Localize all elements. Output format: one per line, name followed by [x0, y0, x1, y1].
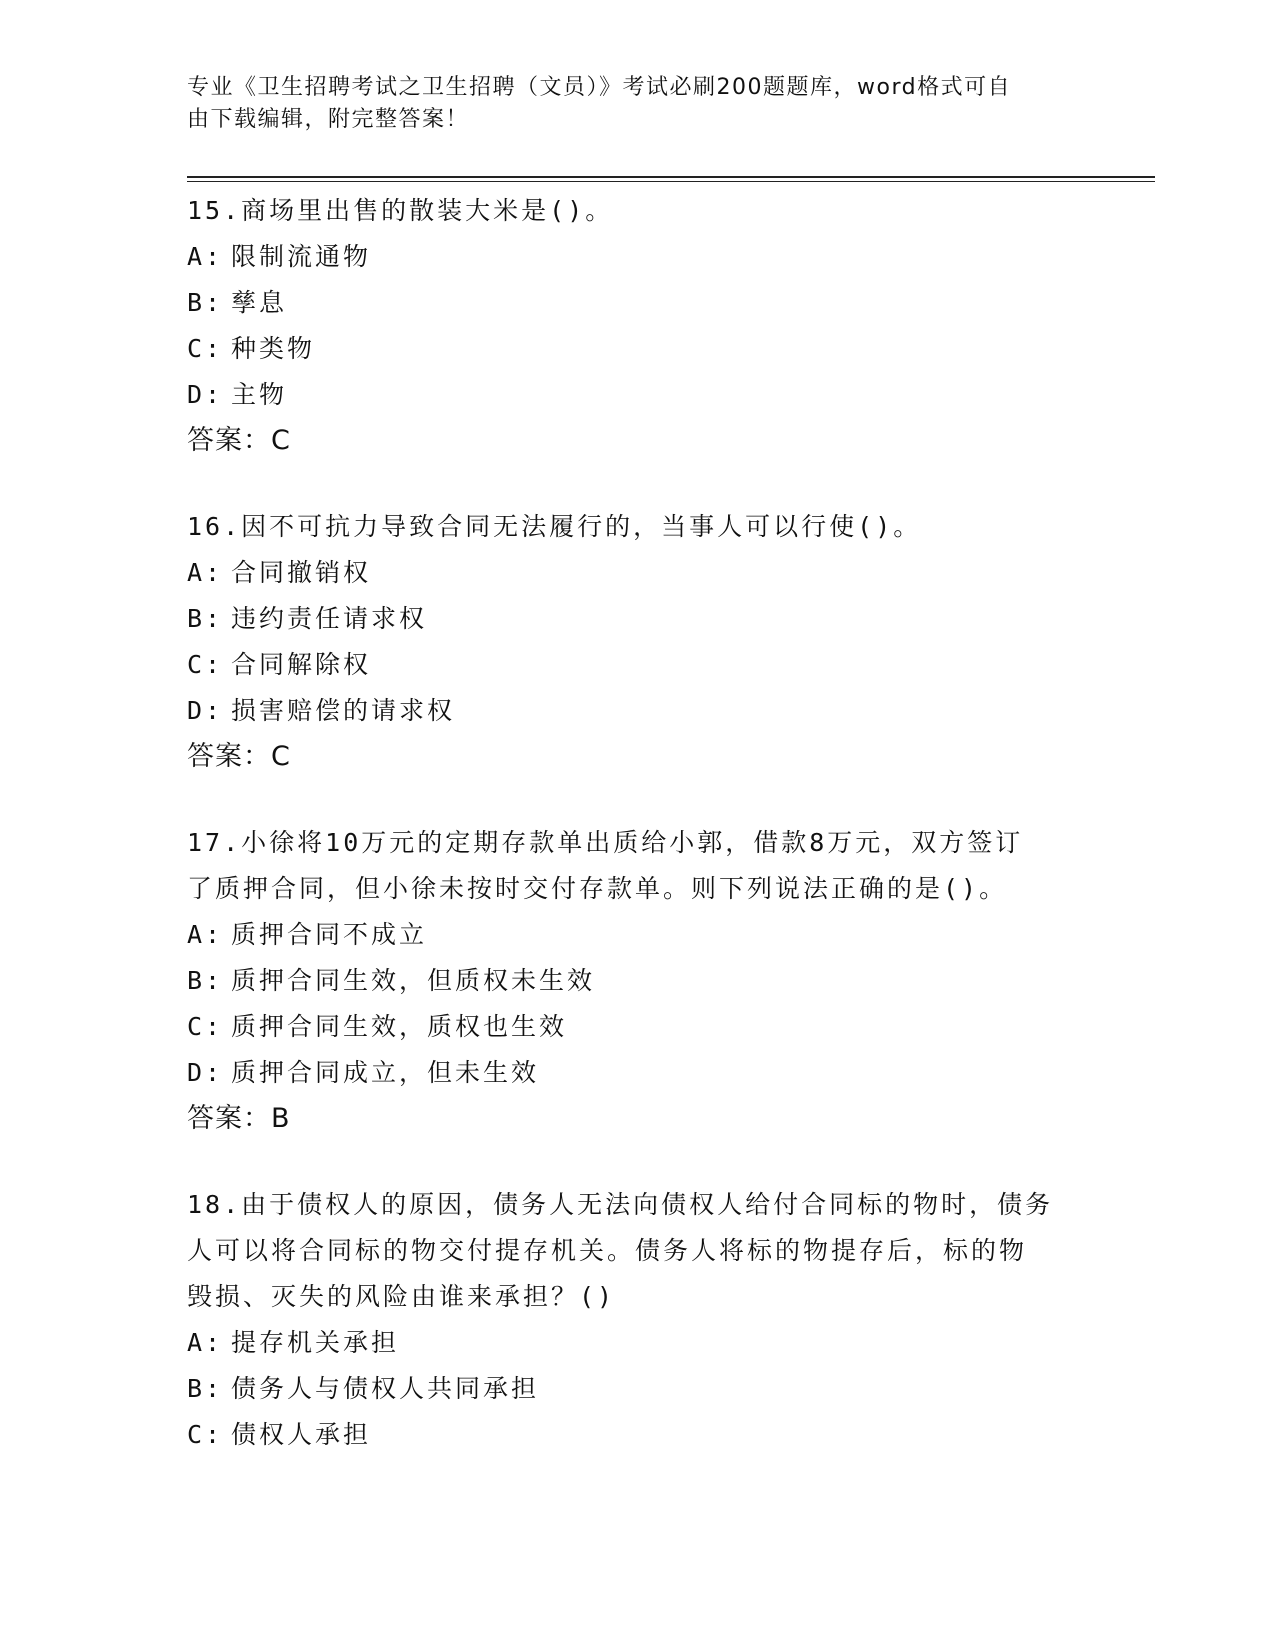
answer-option [187, 326, 1087, 372]
answer-option [187, 280, 1087, 326]
option-text: 种类物 [231, 334, 316, 363]
question-block [187, 1182, 1087, 1458]
question-stem: 人可以将合同标的物交付提存机关。债务人将标的物提存后，标的物 [187, 1236, 1028, 1265]
answer-option [187, 596, 1087, 642]
header-divider-thick [187, 176, 1155, 178]
answer-option [187, 234, 1087, 280]
header-divider-thin [187, 181, 1155, 182]
answer-line: 答案：B [187, 1103, 291, 1134]
question-stem: 17.小徐将10万元的定期存款单出质给小郭，借款8万元，双方签订 [187, 828, 1024, 857]
answer-option [187, 958, 1087, 1004]
option-key: D: [187, 1058, 224, 1087]
answer-option [187, 1412, 1087, 1458]
option-text: 债权人承担 [231, 1420, 372, 1449]
answer-option [187, 912, 1087, 958]
option-text: 合同撤销权 [231, 558, 372, 587]
option-text: 质押合同不成立 [231, 920, 428, 949]
answer-option [187, 642, 1087, 688]
option-text: 主物 [231, 380, 288, 409]
question-stem: 15.商场里出售的散装大米是()。 [187, 196, 614, 225]
answer-option [187, 550, 1087, 596]
answer-option [187, 1004, 1087, 1050]
option-key: C: [187, 1012, 224, 1041]
option-text: 限制流通物 [231, 242, 372, 271]
option-key: A: [187, 242, 224, 271]
question-block [187, 188, 1087, 464]
option-key: A: [187, 920, 224, 949]
option-key: D: [187, 380, 224, 409]
answer-option [187, 1320, 1087, 1366]
option-text: 违约责任请求权 [231, 604, 428, 633]
option-key: A: [187, 558, 224, 587]
answer-line: 答案：C [187, 741, 291, 772]
option-text: 质押合同成立，但未生效 [231, 1058, 540, 1087]
header-line-1: 专业《卫生招聘考试之卫生招聘（文员）》考试必刷200题题库，word格式可自 [187, 75, 1012, 100]
option-key: B: [187, 604, 224, 633]
option-key: C: [187, 1420, 224, 1449]
option-key: D: [187, 696, 224, 725]
question-list [187, 188, 1087, 1498]
option-text: 合同解除权 [231, 650, 372, 679]
answer-line: 答案：C [187, 425, 291, 456]
answer-option [187, 372, 1087, 418]
option-key: B: [187, 966, 224, 995]
option-key: B: [187, 288, 224, 317]
question-block [187, 820, 1087, 1142]
answer-option [187, 1366, 1087, 1412]
question-block [187, 504, 1087, 780]
option-text: 提存机关承担 [231, 1328, 400, 1357]
option-key: B: [187, 1374, 224, 1403]
option-key: C: [187, 334, 224, 363]
option-text: 质押合同生效，质权也生效 [231, 1012, 568, 1041]
question-stem: 18.由于债权人的原因，债务人无法向债权人给付合同标的物时，债务 [187, 1190, 1054, 1219]
question-stem: 毁损、灭失的风险由谁来承担？() [187, 1282, 616, 1311]
question-stem: 了质押合同，但小徐未按时交付存款单。则下列说法正确的是()。 [187, 874, 1008, 903]
header-line-2: 由下载编辑，附完整答案！ [187, 107, 470, 132]
answer-option [187, 1050, 1087, 1096]
option-text: 孳息 [231, 288, 288, 317]
option-text: 质押合同生效，但质权未生效 [231, 966, 596, 995]
answer-option [187, 688, 1087, 734]
option-key: C: [187, 650, 224, 679]
option-text: 损害赔偿的请求权 [231, 696, 456, 725]
document-header [187, 72, 1067, 136]
option-text: 债务人与债权人共同承担 [231, 1374, 540, 1403]
option-key: A: [187, 1328, 224, 1357]
question-stem: 16.因不可抗力导致合同无法履行的，当事人可以行使()。 [187, 512, 922, 541]
